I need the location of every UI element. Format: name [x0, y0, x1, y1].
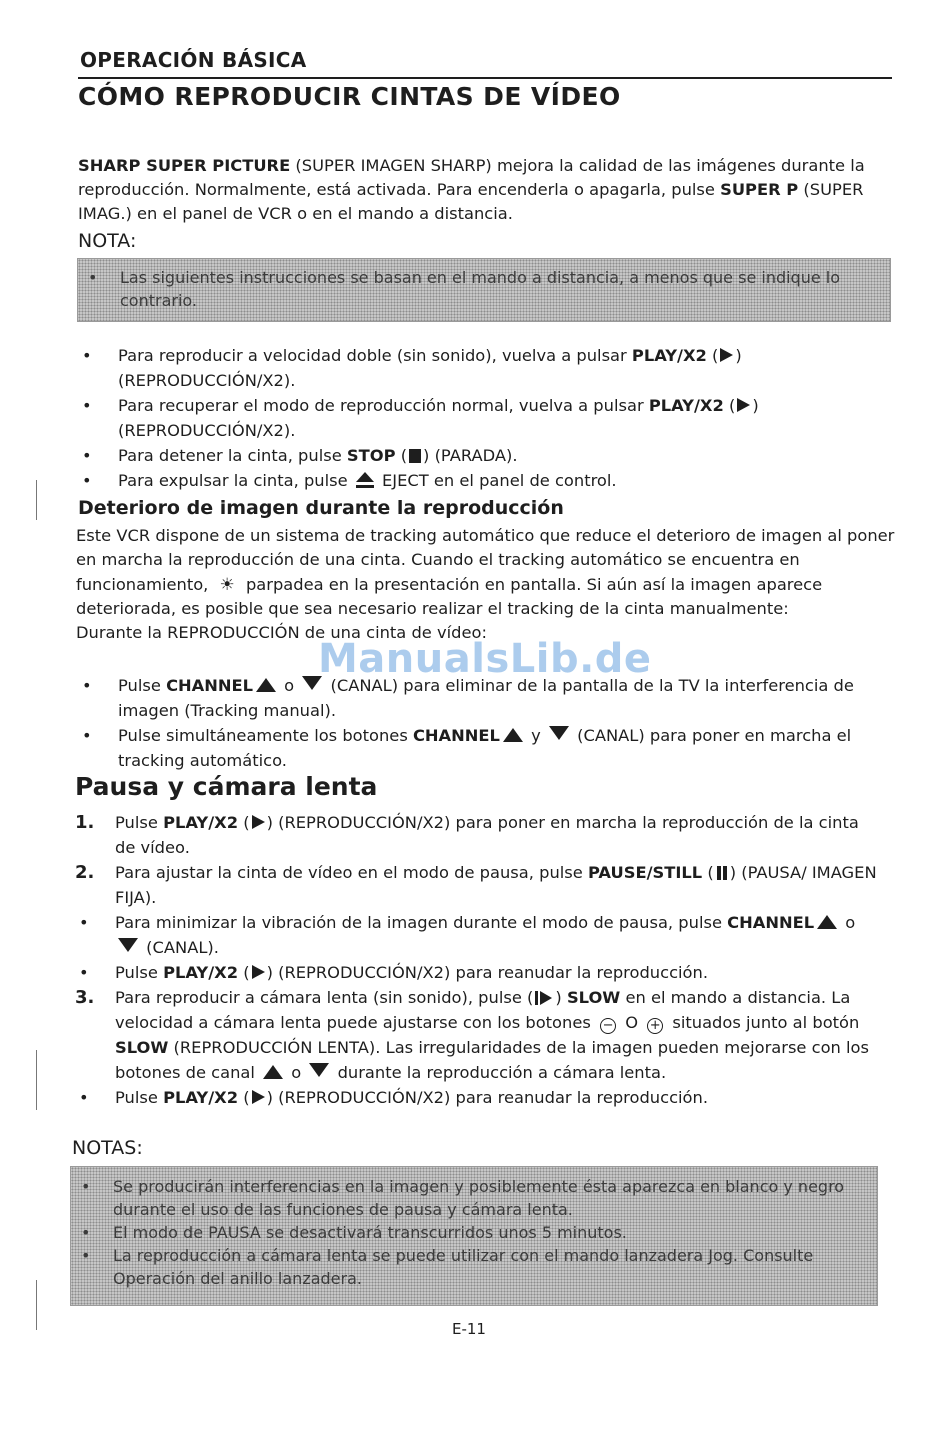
item-text: ( [702, 863, 714, 882]
super-p-term: SUPER P [720, 180, 799, 199]
stop-term: STOP [346, 446, 396, 465]
item-text: ( [238, 963, 250, 982]
header-rule [78, 77, 892, 79]
minus-icon: − [600, 1018, 616, 1034]
play-icon [252, 965, 265, 979]
channel-term: CHANNEL [412, 726, 500, 745]
item-text: o [279, 676, 300, 695]
item-text: (CANAL). [141, 938, 219, 957]
item-text: Para recuperar el modo de reproducción normal, vuelva a pulsar [118, 396, 649, 415]
sharp-super-picture-term: SHARP SUPER PICTURE [78, 156, 291, 175]
item-text: Pulse [118, 676, 167, 695]
deterioro-paragraph [76, 524, 896, 645]
channel-up-icon [263, 1065, 283, 1079]
watermark: ManualsLib.de [318, 636, 652, 682]
step-item [75, 985, 880, 1085]
item-text: (REPRODUCCIÓN LENTA). Las irregularidades de la imagen pueden mejorarse con los botones de canal [115, 1038, 870, 1082]
list-item [78, 443, 868, 468]
item-text: O [620, 1013, 644, 1032]
item-text: o [840, 913, 856, 932]
item-text: (CANAL) para eliminar de la pantalla de la TV la interferencia de imagen (Tracking manual). [118, 676, 854, 720]
pausa-heading: Pausa y cámara lenta [75, 772, 378, 801]
channel-term: CHANNEL [727, 913, 815, 932]
play-icon [252, 815, 265, 829]
item-text: (REPRODUCCIÓN/X2). [118, 421, 296, 440]
deterioro-heading: Deterioro de imagen durante la reproducción [78, 497, 564, 519]
item-text: ) [555, 988, 567, 1007]
notas-label: NOTAS: [72, 1137, 143, 1159]
item-text: Para expulsar la cinta, pulse [118, 471, 353, 490]
play-x2-term: PLAY/X2 [163, 963, 239, 982]
item-text: ) (REPRODUCCIÓN/X2) para poner en marcha la reproducción de la cinta de vídeo. [115, 813, 859, 857]
list-item [78, 393, 868, 443]
play-x2-term: PLAY/X2 [163, 1088, 239, 1107]
pausa-steps [75, 810, 880, 1110]
margin-scan-mark [36, 1280, 37, 1330]
eject-icon [356, 472, 374, 488]
slow-term: SLOW [566, 988, 621, 1007]
item-text: ) [735, 346, 742, 365]
margin-scan-mark [36, 1050, 37, 1110]
plus-icon: + [647, 1018, 663, 1034]
play-icon [720, 348, 733, 362]
item-text: y [525, 726, 546, 745]
item-text: durante la reproducción a cámara lenta. [332, 1063, 667, 1082]
pause-still-term: PAUSE/STILL [587, 863, 703, 882]
item-text: EJECT en el panel de control. [376, 471, 617, 490]
tracking-bullets [78, 673, 868, 773]
item-text: ( [723, 396, 736, 415]
item-text: Pulse simultáneamente los botones [118, 726, 413, 745]
item-text: Para minimizar la vibración de la imagen durante el modo de pausa, pulse [115, 913, 728, 932]
item-text: o [286, 1063, 307, 1082]
section-label: OPERACIÓN BÁSICA [80, 48, 307, 72]
item-text: ( [238, 813, 250, 832]
item-text: Pulse [115, 1088, 164, 1107]
step-item [75, 860, 880, 910]
item-text: ) (REPRODUCCIÓN/X2) para reanudar la reproducción. [266, 963, 708, 982]
channel-up-icon [817, 915, 837, 929]
item-text: Pulse [115, 963, 164, 982]
item-text: situados junto al botón [667, 1013, 860, 1032]
item-text: ) [752, 396, 759, 415]
slow-term: SLOW [115, 1038, 169, 1057]
channel-up-icon [503, 728, 523, 742]
list-item [78, 343, 868, 393]
item-text: ) (PARADA). [423, 446, 518, 465]
channel-down-icon [118, 938, 138, 952]
list-item [75, 910, 880, 960]
channel-up-icon [256, 678, 276, 692]
item-text: Para reproducir a velocidad doble (sin sonido), vuelva a pulsar [118, 346, 632, 365]
page-number: E-11 [452, 1320, 486, 1338]
play-icon [737, 398, 750, 412]
nota-label: NOTA: [78, 230, 137, 252]
channel-term: CHANNEL [166, 676, 253, 695]
notas-box [70, 1166, 878, 1306]
paragraph-text: Este VCR dispone de un sistema de tracking automático que reduce el deterioro de imagen al poner en marcha la reproducción de una cinta. Cuando el tracking automático se encuentra en funcionamiento, [76, 526, 895, 594]
play-x2-term: PLAY/X2 [163, 813, 239, 832]
tracking-indicator-icon: ☀ [219, 574, 235, 595]
item-text: (CANAL) para poner en marcha el tracking automático. [118, 726, 852, 770]
item-text: ( [395, 446, 408, 465]
stop-icon [409, 449, 421, 463]
nota-box [77, 258, 891, 322]
list-item [78, 723, 868, 773]
notas-item: • La reproducción a cámara lenta se puede utilizar con el mando lanzadera Jog. Consulte Operación del anillo lanzadera. [71, 1244, 877, 1290]
margin-scan-mark [36, 480, 37, 520]
item-text: (REPRODUCCIÓN/X2). [118, 371, 296, 390]
item-text: ( [238, 1088, 250, 1107]
play-x2-term: PLAY/X2 [631, 346, 707, 365]
intro-text-1: (SUPER IMAGEN SHARP) mejora la calidad de las imágenes durante la reproducción. Normalmente, está activada. Para encenderla o apagarla, pulse [78, 156, 865, 199]
play-x2-term: PLAY/X2 [648, 396, 724, 415]
item-text: en el mando a distancia. La velocidad a cámara lenta puede ajustarse con los botones [115, 988, 851, 1032]
item-text: Para detener la cinta, pulse [118, 446, 347, 465]
nota-item: • Las siguientes instrucciones se basan en el mando a distancia, a menos que se indique lo contrario. [78, 266, 890, 312]
notas-item: • Se producirán interferencias en la imagen y posiblemente ésta aparezca en blanco y negro durante el uso de las funciones de pausa y cámara lenta. [71, 1175, 877, 1221]
playback-bullets [78, 343, 868, 493]
step-item [75, 810, 880, 860]
channel-down-icon [549, 726, 569, 740]
item-text: Para reproducir a cámara lenta (sin sonido), pulse ( [115, 988, 534, 1007]
pause-icon [717, 866, 727, 880]
list-item [75, 1085, 880, 1110]
item-text: Para ajustar la cinta de vídeo en el modo de pausa, pulse [115, 863, 588, 882]
play-icon [252, 1090, 265, 1104]
item-text: ) (REPRODUCCIÓN/X2) para reanudar la reproducción. [266, 1088, 708, 1107]
paragraph-text: Durante la REPRODUCCIÓN de una cinta de vídeo: [76, 623, 487, 643]
intro-text-2: (SUPER IMAG.) en el panel de VCR o en el mando a distancia. [78, 180, 864, 223]
list-item [78, 468, 868, 493]
list-item [75, 960, 880, 985]
channel-down-icon [309, 1063, 329, 1077]
page-title: CÓMO REPRODUCIR CINTAS DE VÍDEO [78, 82, 621, 111]
intro-paragraph [78, 154, 898, 226]
paragraph-text: parpadea en la presentación en pantalla. Si aún así la imagen aparece deteriorada, es posible que sea necesario realizar el tracking de la cinta manualmente: [76, 574, 823, 618]
notas-item: • El modo de PAUSA se desactivará transcurridos unos 5 minutos. [71, 1221, 877, 1244]
item-text: Pulse [115, 813, 164, 832]
item-text: ( [706, 346, 719, 365]
slow-motion-icon [535, 991, 553, 1005]
item-text: ) (PAUSA/ IMAGEN FIJA). [115, 863, 877, 907]
